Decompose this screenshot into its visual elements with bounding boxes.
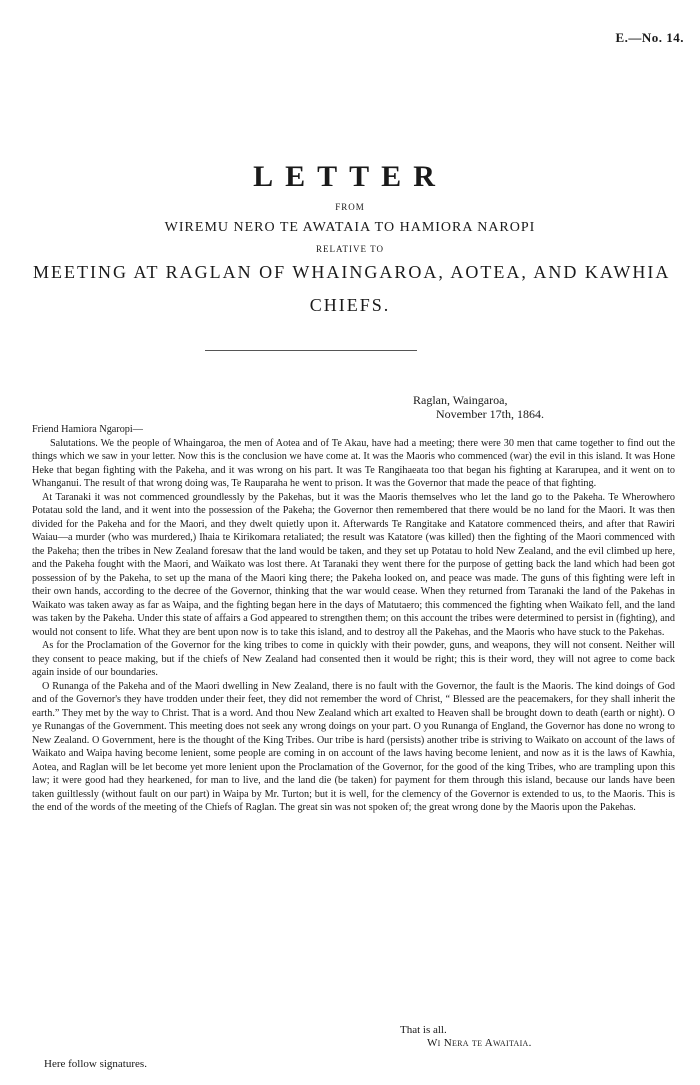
signature: Wi Nera te Awaitaia.	[427, 1037, 532, 1049]
letter-body	[32, 423, 675, 815]
title-divider	[205, 350, 417, 351]
title-names: WIREMU NERO TE AWATAIA TO HAMIORA NAROPI	[164, 220, 536, 235]
dateline	[413, 393, 544, 421]
letter-closing	[400, 1024, 532, 1050]
signatures-note: Here follow signatures.	[44, 1058, 147, 1070]
title-letter: LETTER	[253, 160, 447, 193]
document-reference: E.—No. 14.	[615, 30, 684, 45]
title-relative: RELATIVE TO	[316, 244, 384, 254]
letter-paragraph: At Taranaki it was not commenced groundlessly by the Pakehas, but it was the Maoris themselves who let the land go to the Pakeha. Te Wherowhero Potatau sold the land, and it went into the possession of the Pakeha; the Governor then remembered that there would be no land for the Maori. It was then divided for the Pakeha and for the Maori, and they dwelt quietly upon it. Afterwards Te Rangitake and Katatore commenced theirs, and after that Rawiri Waiau—a murder (who was murdered,) Ihaia te Kirikomara retaliated; the result was Katatore (was killed) then the fighting of the Maori commenced with the Pakeha; then the tribes in New Zealand foresaw that the land would be taken, and they set up Potatau to hold New Zealand, and the evil climbed up here, and the Pakeha fought with the Maori, and Waikato was lost there. At Taranaki they went there for the purpose of getting back the land which had been got possession of by the Pakeha, to set up the mana of the Maori king there; the Pakeha looked on, and peace was made. The guns of this fighting were left in their own hands, according to the decree of the Governor, thinking that the war would cease. When they returned from Taranaki the land of the Pakehas in Waikato was taken away as far as Waipa, and the fighting began here in the days of Matutaero; this commenced the fighting when Waikato fell, and the land was taken by the Pakeha. Under this state of affairs a God appeared to strengthen them; on this account the tribes were determined to persist in (fighting), and would not consent to life. What they are bent upon now is to take this island, and to destroy all the Pakehas, and the Maoris who have stuck to the Pakehas.	[32, 491, 675, 638]
dateline-date: November 17th, 1864.	[436, 407, 544, 421]
closing-text: That is all.	[400, 1024, 447, 1036]
title-chiefs: CHIEFS.	[309, 295, 391, 315]
letter-paragraph: Salutations. We the people of Whaingaroa, the men of Aotea and of Te Akau, have had a meeting; there were 30 men that came together to find out the things which we saw in your letter. Now this is the conclusion we have come at. It was the Maoris who commenced (war) the evil in this island. It was Hone Heke that began fighting with the Pakeha, and it was wrong on his part. It was Te Rangihaeata too that began his fighting at Kararupea, and it went on to Whanganui. The result of that wrong doing was, Te Rauparaha he went to prison. It was the Governor that made the peace of that fighting.	[32, 437, 675, 489]
letter-salutation: Friend Hamiora Ngaropi—	[32, 424, 143, 435]
letter-paragraph: As for the Proclamation of the Governor for the king tribes to come in quickly with their powder, guns, and weapons, they will not consent. Neither will they consent to peace making, but if the chiefs of New Zealand had consented then it would be right; this is their word, they will not agree to come back again inside of our boundaries.	[32, 640, 675, 678]
title-block	[0, 160, 700, 316]
title-from: FROM	[335, 202, 365, 212]
title-meeting: MEETING AT RAGLAN OF WHAINGAROA, AOTEA, AND KAWHIA	[33, 262, 671, 282]
dateline-place: Raglan, Waingaroa,	[413, 393, 508, 407]
letter-paragraph: O Runanga of the Pakeha and of the Maori dwelling in New Zealand, there is no fault with the Governor, the fault is the Maoris. The kind doings of God and of the Governor's they have trodden under their feet, they did not remember the word of Christ, “ Blessed are the peacemakers, for they shall inherit the earth.” They met by the way to Christ. That is a word. And thou New Zealand which art exalted to Heaven shall be brought down to death (earth or night). O ye Runangas of the Government. This meeting does not seek any wrong doings on your part. O you Runanga of England, the Governor has done no wrong to New Zealand. O Government, here is the thought of the King Tribes. Our tribe is hard (persists) another tribe is striving to Waikato on account of the laws of Waikato and Waipa having become lenient, some people are coming in on account of the laws having become lenient, and now as it is the laws of Kawhia, Aotea, and Raglan will be let become yet more lenient upon the Proclamation of the Governor, for the good of the king Tribes, who are trampling upon this law; it were good had they hearkened, for man to live, and the land die (be taken) for payment for them through this island, because our lands have been taken guiltlessly (without fault on our part) in Waipa by Mr. Turton; but it is well, for the clemency of the Governor is extended to us, to the Maoris. This is the end of the words of the meeting of the Chiefs of Raglan. The great sin was not spoken of; the great wrong done by the Maoris upon the Pakehas.	[32, 680, 675, 813]
